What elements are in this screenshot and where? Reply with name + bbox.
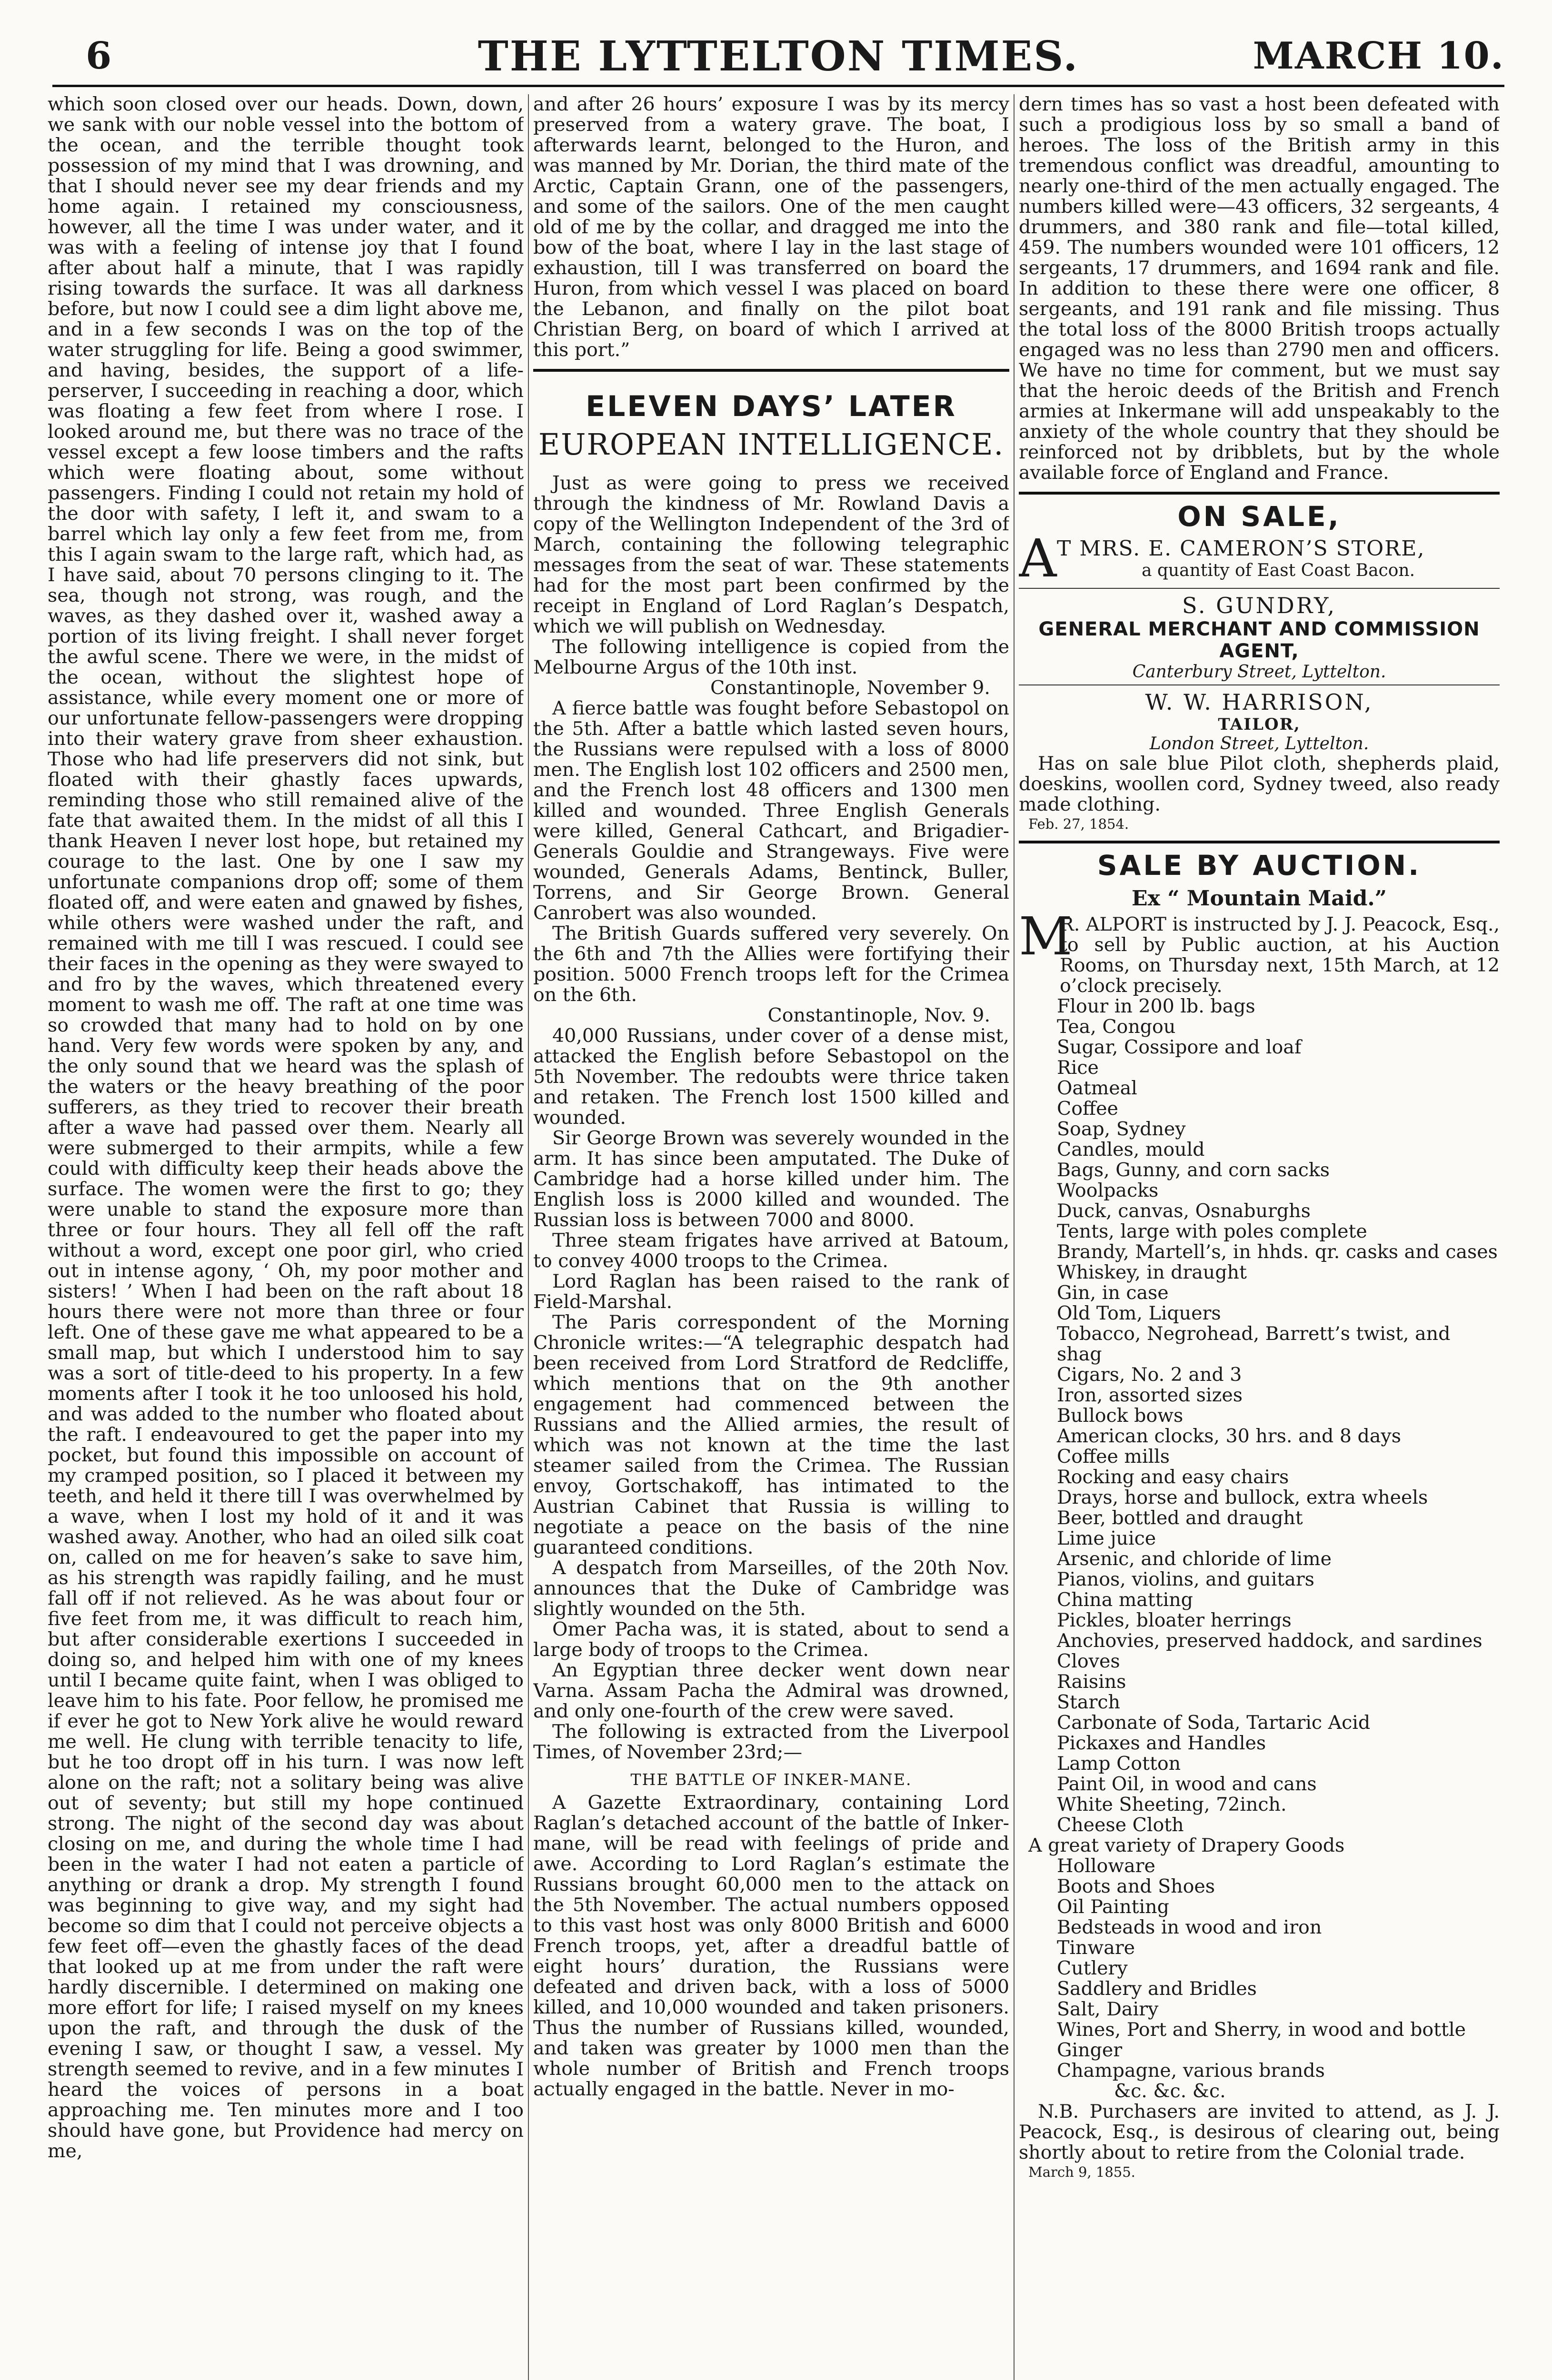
article-paragraph: Just as were going to press we received through the kindness of Mr. Rowland Davis a copy of the Wellington Independent of the 3rd of March, containing the following telegraphic messages from the seat of war. These statements had for the most part been confirmed by the receipt in England of Lord Raglan’s Despatch, which we will publish on Wednesday. xyxy=(533,472,1009,637)
list-item: Oatmeal xyxy=(1057,1077,1137,1099)
article-paragraph: An Egyptian three decker went down near Varna. Assam Pacha the Admiral was drowned, and only one-fourth of the crew were saved. xyxy=(533,1659,1009,1722)
list-item: Lime juice xyxy=(1057,1527,1156,1549)
list-item: Holloware xyxy=(1057,1855,1155,1877)
list-item: Pickles, bloater herrings xyxy=(1057,1609,1292,1631)
auction-notice xyxy=(1019,906,1500,997)
headline: ELEVEN DAYS’ LATER xyxy=(586,390,957,423)
list-item: Arsenic, and chloride of lime xyxy=(1057,1548,1332,1570)
advertiser-name: W. W. HARRISON, xyxy=(1145,689,1373,715)
list-item: Oil Painting xyxy=(1057,1896,1169,1918)
list-item: Bullock bows xyxy=(1057,1405,1184,1427)
column-1 xyxy=(48,94,524,2380)
list-item: Boots and Shoes xyxy=(1057,1875,1215,1897)
auction-heading: SALE BY AUCTION. xyxy=(1097,849,1422,882)
list-item: Cutlery xyxy=(1057,1957,1128,1979)
list-item: White Sheeting, 72inch. xyxy=(1057,1794,1287,1815)
list-item: Duck, canvas, Osnaburghs xyxy=(1057,1200,1311,1222)
drop-capital: A xyxy=(1019,528,1057,589)
article-paragraph: Omer Pacha was, it is stated, about to send a large body of troops to the Crimea. xyxy=(533,1618,1009,1661)
advertiser-trade: TAILOR, xyxy=(1218,715,1301,734)
advertiser-title: GENERAL MERCHANT AND COMMISSION AGENT, xyxy=(1038,618,1480,662)
article-paragraph: and after 26 hours’ exposure I was by its mercy preserved from a watery grave. The boat, I afterwards learnt, belonged to the Huron, and was manned by Mr. Dorian, the third mate of the Arctic, Captain Grann, one of the passengers, and some of the sailors. One of the men caught old of me by the collar, and dragged me into the bow of the boat, where I lay in the last stage of exhaustion, till I was transferred on board the Huron, from which vessel I was placed on board the Lebanon, and finally on the pilot boat Christian Berg, on board of which I arrived at this port.” xyxy=(533,94,1009,361)
list-item: Raisins xyxy=(1057,1671,1126,1693)
advertiser-name: S. GUNDRY, xyxy=(1182,593,1337,618)
article-paragraph: 40,000 Russians, under cover of a dense mist, attacked the English before Sebastopol on the 5th November. The redoubts were thrice taken and retaken. The French lost 1500 killed and wounded. xyxy=(533,1025,1009,1129)
issue-date: MARCH 10. xyxy=(1253,34,1504,78)
advert-rule xyxy=(1019,588,1500,589)
page-number: 6 xyxy=(86,34,112,78)
list-item: Tea, Congou xyxy=(1057,1016,1176,1038)
list-item: Beer, bottled and draught xyxy=(1057,1507,1303,1529)
article-paragraph: A despatch from Marseilles, of the 20th Nov. announces that the Duke of Cambridge was slightly wounded on the 5th. xyxy=(533,1557,1009,1620)
auction-item-list xyxy=(1019,996,1500,2102)
list-item: Pianos, violins, and guitars xyxy=(1057,1568,1314,1590)
article-paragraph: Three steam frigates have arrived at Batoum, to convey 4000 troops to the Crimea. xyxy=(533,1230,1009,1272)
article-paragraph: The British Guards suffered very severely. On the 6th and 7th the Allies were fortifying their position. 5000 French troops left for the Crimea on the 6th. xyxy=(533,922,1009,1006)
column-2 xyxy=(533,94,1009,2380)
article-paragraph: A Gazette Extraordinary, containing Lord Raglan’s detached account of the battle of Inker-mane, will be read with feelings of pride and awe. According to Lord Raglan’s estimate the Russians brought 60,000 men to the attack on the 5th November. The actual numbers opposed to this vast host was only 8000 British and 6000 French troops, yet, after a dreadful battle of eight hours’ duration, the Russians were defeated and driven back, with a loss of 5000 killed, and 10,000 wounded and taken prisoners. Thus the number of Russians killed, wounded, and taken was greater by 1000 men than the whole number of British and French troops actually engaged in the battle. Never in mo- xyxy=(533,1792,1009,2100)
list-item: Sugar, Cossipore and loaf xyxy=(1057,1036,1302,1058)
list-item: Rocking and easy chairs xyxy=(1057,1466,1289,1488)
advert-paragraph: N.B. Purchasers are invited to attend, as J. J. Peacock, Esq., is desirous of clearing out, being shortly about to retire from the Colonial trade. xyxy=(1019,2101,1500,2163)
article-paragraph: A fierce battle was fought before Sebastopol on the 5th. After a battle which lasted seven hours, the Russians were repulsed with a loss of 8000 men. The English lost 102 officers and 2500 men, and the French lost 48 officers and 1300 men killed and wounded. Three English Generals were killed, General Cathcart, and Brigadier-Generals Gouldie and Strangeways. Five were wounded, Generals Adams, Bentinck, Buller, Torrens, and Sir George Brown. General Canrobert was also wounded. xyxy=(533,697,1009,924)
advertiser-address: Canterbury Street, Lyttelton. xyxy=(1132,662,1386,682)
list-item: Bags, Gunny, and corn sacks xyxy=(1057,1159,1330,1181)
list-item: Tinware xyxy=(1057,1937,1135,1959)
list-item: Woolpacks xyxy=(1057,1180,1159,1201)
list-item: Paint Oil, in wood and cans xyxy=(1057,1773,1317,1795)
advert-date: March 9, 1855. xyxy=(1028,2164,1135,2180)
column-3 xyxy=(1019,94,1500,2380)
advert-line: a quantity of East Coast Bacon. xyxy=(1141,561,1415,580)
newspaper-title: THE LYTTELTON TIMES. xyxy=(478,32,1079,80)
list-item: Wines, Port and Sherry, in wood and bottle xyxy=(1057,2019,1466,2041)
advertiser-address: London Street, Lyttelton. xyxy=(1149,734,1369,754)
list-item: Drays, horse and bullock, extra wheels xyxy=(1057,1487,1428,1508)
article-paragraph: dern times has so vast a host been defeated with such a prodigious loss by so small a band of heroes. The loss of the British army in this tremendous conflict was dreadful, amounting to nearly one-third of the men actually engaged. The numbers killed were—43 officers, 32 sergeants, 4 drummers, and 380 rank and file—total killed, 459. The numbers wounded were 101 officers, 12 sergeants, 17 drummers, and 1694 rank and file. In addition to these there were one officer, 8 sergeants, and 191 rank and file missing. Thus the total loss of the 8000 British troops actually engaged was no less than 2790 men and officers. We have no time for comment, but we must say that the heroic deeds of the British and French armies at Inkermane will add unspeakably to the anxiety of the whole country that they should be reinforced not by dribblets, but by the whole available force of England and France. xyxy=(1019,94,1500,484)
list-item: Tobacco, Negrohead, Barrett’s twist, and shag xyxy=(1057,1323,1451,1365)
advert-paragraph: R. ALPORT is instructed by J. J. Peacock, Esq., to sell by Public auction, at his Auction Rooms, on Thursday next, 15th March, at 12 o’clock precisely. xyxy=(1060,913,1500,997)
section-subheading: THE BATTLE OF INKER-MANE. xyxy=(630,1770,912,1789)
list-item: Ginger xyxy=(1057,2039,1123,2061)
cameron-advert xyxy=(1019,528,1500,589)
list-item: Anchovies, preserved haddock, and sardines xyxy=(1057,1630,1482,1652)
dateline: Constantinople, Nov. 9. xyxy=(767,1004,990,1026)
article-paragraph: Lord Raglan has been raised to the rank of Field-Marshal. xyxy=(533,1270,1009,1313)
list-item: Bedsteads in wood and iron xyxy=(1057,1916,1322,1938)
list-item: Coffee mills xyxy=(1057,1446,1170,1468)
column-divider xyxy=(528,94,529,2380)
list-item: Candles, mould xyxy=(1057,1139,1205,1160)
list-item: Old Tom, Liquers xyxy=(1057,1302,1221,1324)
column-divider xyxy=(1014,94,1015,2380)
advert-rule xyxy=(1019,684,1500,685)
list-item: Lamp Cotton xyxy=(1057,1753,1181,1775)
list-item: China matting xyxy=(1057,1589,1193,1611)
article-paragraph: The following is extracted from the Liverpool Times, of November 23rd;— xyxy=(533,1721,1009,1763)
list-item: Champagne, various brands xyxy=(1057,2060,1325,2082)
article-paragraph: The Paris correspondent of the Morning Chronicle writes:—“A telegraphic despatch had been received from Lord Stratford de Redcliffe, which mentions that on the 9th another engagement had commenced between the Russians and the Allied armies, the result of which was not known at the time the last steamer sailed from the Crimea. The Russian envoy, Gortschakoff, has intimated to the Austrian Cabinet that Russia is willing to negotiate a peace on the basis of the nine guaranteed conditions. xyxy=(533,1311,1009,1558)
list-item: Cloves xyxy=(1057,1650,1120,1672)
advert-paragraph: Has on sale blue Pilot cloth, shepherds plaid, doeskins, woollen cord, Sydney tweed, also ready made clothing. xyxy=(1019,753,1500,815)
list-item: Gin, in case xyxy=(1057,1282,1169,1304)
list-item: Coffee xyxy=(1057,1098,1118,1120)
list-item: Iron, assorted sizes xyxy=(1057,1384,1243,1406)
article-paragraph: which soon closed over our heads. Down, down, we sank with our noble vessel into the bottom of the ocean, and the terrible thought took possession of my mind that I was drowning, and that I should never see my dear friends and my home again. I retained my consciousness, however, all the time I was under water, and it was with a feeling of intense joy that I found after about half a minute, that I was rapidly rising towards the surface. It was all darkness before, but now I could see a dim light above me, and in a few seconds I was on the top of the water struggling for life. Being a good swimmer, and having, besides, the support of a life-perserver, I succeeding in reaching a door, which was floating a few feet from where I rose. I looked around me, but there was no trace of the vessel except a few loose timbers and the rafts which were floating about, some without passengers. Finding I could not retain my hold of the door with safety, I left it, and swam to a barrel which lay only a few feet from me, from this I again swam to the large raft, which had, as I have said, about 70 persons clinging to it. The sea, though not strong, was rough, and the waves, as they dashed over it, washed away a portion of its living freight. I shall never forget the awful scene. There we were, in the midst of the ocean, without the slightest hope of assistance, while every moment one or more of our unfortunate fellow-passengers were dropping into their watery grave from sheer exhaustion. Those who had life preservers did not sink, but floated with their ghastly faces upwards, reminding those who still remained alive of the fate that awaited them. In the midst of all this I thank Heaven I never lost hope, but retained my courage to the last. One by one I saw my unfortunate companions drop off; some of them floated off, and were eaten and gnawed by fishes, while others were washed under the raft, and remained with me till I was rescued. I could see their faces in the opening as they were swayed to and fro by the waves, which threatened every moment to wash me off. The raft at one time was so crowded that many had to hold on by one hand. Very few words were spoken by any, and the only sound that we heard was the splash of the waters or the heavy breathing of the poor sufferers, as they tried to recover their breath after a wave had passed over them. Nearly all were submerged to their armpits, while a few could with difficulty keep their heads above the surface. The women were the first to go; they were unable to stand the exposure more than three or four hours. They all fell off the raft without a word, except one poor girl, who cried out in intense agony, ‘ Oh, my poor mother and sisters! ’ When I had been on the raft about 18 hours there were not more than three or four left. One of these gave me what appeared to be a small map, but which I understood him to say was a sort of title-deed to his property. In a few moments after I took it he too unloosed his hold, and was added to the number who floated about the raft. I endeavoured to get the paper into my pocket, but found this impossible on account of my cramped position, so I placed it between my teeth, and held it there till I was overwhelmed by a wave, when I lost my hold of it and it was washed away. Another, who had an oiled silk coat on, called on me for heaven’s sake to save him, as his strength was rapidly failing, and he must fall off if not relieved. As he was about four or five feet from me, it was difficult to reach him, but after considerable exertions I succeeded in doing so, and helped him with one of my knees until I became quite faint, when I was obliged to leave him to his fate. Poor fellow, he promised me if ever he got to New York alive he would reward me well. He clung with terrible tenacity to life, but he too dropt off in his turn. I was now left alone on the raft; not a solitary being was alive out of seventy; but still my hope continued strong. The night of the second day was about closing on me, and during the whole time I had been in the water I had not eaten a particle of anything or drank a drop. My strength I found was beginning to give way, and my sight had become so dim that I could not perceive objects a few feet off—even the ghastly faces of the dead that looked up at me from under the raft were hardly discernible. I determined on making one more effort for life; I raised myself on my knees upon the raft, and through the dusk of the evening I saw, or thought I saw, a vessel. My strength seemed to revive, and in a few minutes I heard the voices of persons in a boat approaching me. Ten minutes more and I too should have gone, but Providence had mercy on me, xyxy=(48,94,524,2162)
drop-capital: M xyxy=(1019,906,1073,967)
article-paragraph: Sir George Brown was severely wounded in the arm. It has since been amputated. The Duke of Cambridge had a horse killed under him. The English loss is 2000 killed and wounded. The Russian loss is between 7000 and 8000. xyxy=(533,1127,1009,1231)
list-item: Whiskey, in draught xyxy=(1057,1261,1247,1283)
list-item: Cheese Cloth xyxy=(1057,1814,1184,1836)
advert-line: T MRS. E. CAMERON’S STORE, xyxy=(1057,536,1425,561)
section-rule xyxy=(533,369,1009,372)
list-item: Carbonate of Soda, Tartaric Acid xyxy=(1057,1712,1371,1734)
masthead xyxy=(52,25,1504,80)
list-item: A great variety of Drapery Goods xyxy=(1028,1835,1345,1856)
advert-heading: ON SALE, xyxy=(1177,500,1341,533)
advert-date: Feb. 27, 1854. xyxy=(1028,816,1129,832)
dateline: Constantinople, November 9. xyxy=(710,677,990,699)
list-item: Starch xyxy=(1057,1691,1120,1713)
list-item: Soap, Sydney xyxy=(1057,1118,1186,1140)
list-item: Cigars, No. 2 and 3 xyxy=(1057,1364,1242,1386)
list-item: Pickaxes and Handles xyxy=(1057,1732,1266,1754)
etc-line: &c. &c. &c. xyxy=(1114,2080,1226,2102)
section-rule xyxy=(1019,841,1500,843)
section-rule xyxy=(1019,492,1500,495)
list-item: Tents, large with poles complete xyxy=(1057,1220,1367,1242)
list-item: Saddlery and Bridles xyxy=(1057,1978,1257,2000)
subheadline: EUROPEAN INTELLIGENCE. xyxy=(538,427,1005,462)
list-item: Salt, Dairy xyxy=(1057,1998,1159,2020)
list-item: American clocks, 30 hrs. and 8 days xyxy=(1057,1425,1401,1447)
article-paragraph: The following intelligence is copied from the Melbourne Argus of the 10th inst. xyxy=(533,636,1009,678)
list-item: Flour in 200 lb. bags xyxy=(1057,995,1255,1017)
list-item: Rice xyxy=(1057,1057,1099,1079)
auction-ship: Ex “ Mountain Maid.” xyxy=(1132,886,1387,911)
masthead-rule xyxy=(52,85,1504,87)
list-item: Brandy, Martell’s, in hhds. qr. casks and cases xyxy=(1057,1241,1498,1263)
